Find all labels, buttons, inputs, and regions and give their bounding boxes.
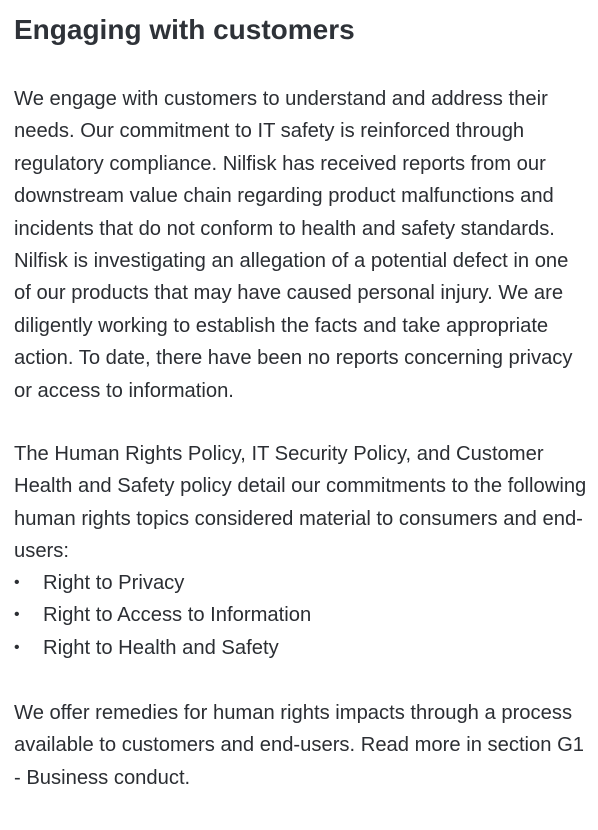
list-item-privacy: [14, 567, 311, 599]
bullet-icon: •: [14, 638, 20, 656]
bullet-icon: •: [14, 574, 20, 591]
list-item-health-and-safety: [14, 632, 311, 664]
paragraph-customer-engagement: We engage with customers to understand and address their needs. Our commitment to IT safety is reinforced through regulatory compliance. Nilfisk has received reports from our downstream value chain regarding product malfunctions and incidents that do not conform to health and safety standards. Nilfisk is investigating an allegation of a potential defect in one of our products that may have caused personal injury. We are diligently working to establish the facts and take appropriate action. To date, there have been no reports concerning privacy or access to information.: [14, 88, 573, 402]
human-rights-topics-list: [14, 567, 311, 664]
list-item-label: Right to Health and Safety: [43, 636, 279, 659]
list-item-label: Right to Access to Information: [43, 604, 312, 627]
bullet-icon: •: [14, 606, 20, 624]
paragraph-policies: The Human Rights Policy, IT Security Policy, and Customer Health and Safety policy detail our commitments to the following human rights topics considered material to consumers and end-users:: [14, 443, 587, 563]
list-item-label: Right to Privacy: [43, 572, 185, 594]
section-heading: Engaging with customers: [14, 14, 355, 45]
list-item-access-to-information: [14, 599, 311, 631]
paragraph-remedies: We offer remedies for human rights impacts through a process available to customers and end-users. Read more in section G1 - Business conduct.: [14, 702, 585, 789]
